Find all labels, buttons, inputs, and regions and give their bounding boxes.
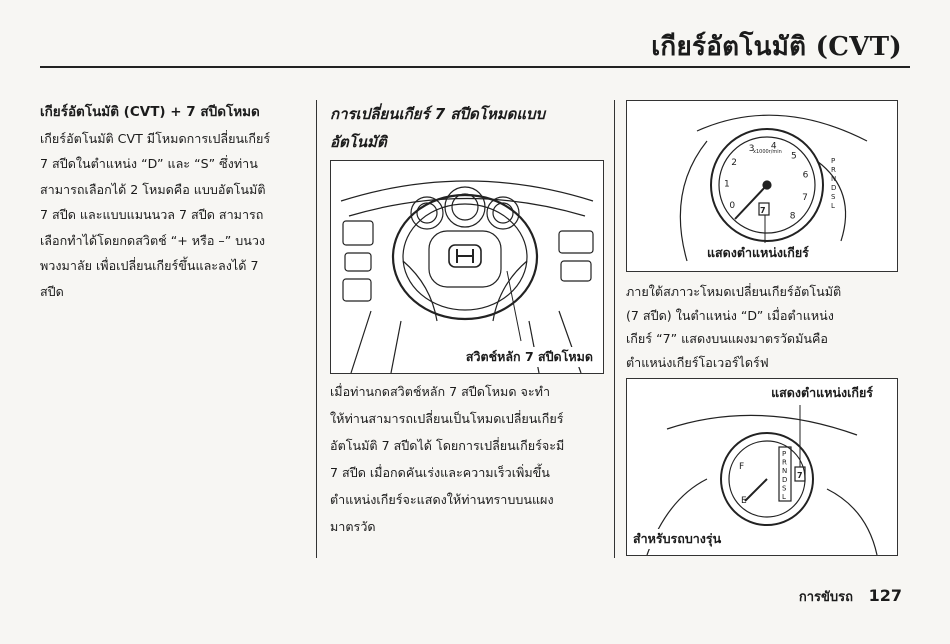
overdrive-line: (7 สปีด) ในตำแหน่ง “D” เมื่อตำแหน่ง bbox=[626, 307, 834, 323]
auto-mode-line: ให้ท่านสามารถเปลี่ยนเป็นโหมดเปลี่ยนเกียร์ bbox=[330, 411, 564, 426]
tach-number: 5 bbox=[791, 151, 797, 162]
column-divider-1 bbox=[316, 100, 317, 558]
intro-line: เลือกทำได้โดยกดสวิตช์ “+ หรือ –” บนวง bbox=[40, 232, 266, 248]
page-footer bbox=[799, 586, 902, 607]
intro-column bbox=[40, 100, 302, 304]
gear-position-label-alt: แสดงตำแหน่งเกียร์ bbox=[769, 383, 875, 403]
tach-number: 7 bbox=[802, 193, 808, 203]
gear-indicator-digit-alt: 7 bbox=[797, 471, 803, 480]
intro-line: สปีด bbox=[40, 283, 64, 299]
gear-position-label: แสดงตำแหน่งเกียร์ bbox=[705, 243, 811, 263]
some-models-label: สำหรับรถบางรุ่น bbox=[631, 529, 723, 549]
auto-mode-body bbox=[330, 378, 606, 540]
intro-line: 7 สปีด และแบบแมนนวล 7 สปีด สามารถ bbox=[40, 207, 264, 222]
page-number: 127 bbox=[868, 586, 902, 605]
auto-mode-line: เมื่อท่านกดสวิตช์หลัก 7 สปีดโหมด จะทำ bbox=[330, 384, 551, 399]
gear-indicator-digit: 7 bbox=[760, 206, 766, 215]
tach-number: 6 bbox=[802, 170, 809, 181]
gear-letter-alt: R bbox=[782, 458, 787, 467]
auto-mode-line: มาตรวัด bbox=[330, 519, 376, 534]
auto-mode-line: อัตโนมัติ 7 สปีดได้ โดยการเปลี่ยนเกียร์จะมี bbox=[330, 438, 565, 453]
fuel-empty-mark: E bbox=[741, 496, 747, 506]
auto-mode-heading-line: อัตโนมัติ bbox=[330, 133, 387, 151]
fuel-full-mark: F bbox=[739, 462, 745, 472]
tach-number: 3 bbox=[748, 144, 755, 154]
section-name: การขับรถ bbox=[798, 590, 854, 605]
auto-mode-column bbox=[330, 100, 606, 534]
tach-number: 4 bbox=[770, 141, 777, 152]
tach-unit-label: x1000r/min bbox=[753, 149, 782, 155]
gear-letter: R bbox=[831, 166, 836, 174]
intro-line: เกียร์อัตโนมัติ CVT มีโหมดการเปลี่ยนเกียร์ bbox=[40, 130, 271, 146]
gear-letter: S bbox=[831, 193, 836, 201]
overdrive-line: ภายใต้สภาวะโหมดเปลี่ยนเกียร์อัตโนมัติ bbox=[626, 284, 842, 299]
auto-mode-line: 7 สปีด เมื่อกดคันเร่งและความเร็วเพิ่มขึ้น bbox=[330, 465, 550, 480]
column-divider-2 bbox=[614, 100, 615, 558]
gear-letter-alt: S bbox=[782, 484, 787, 493]
steering-switch-label: สวิตช์หลัก 7 สปีดโหมด bbox=[464, 347, 595, 367]
page-title: เกียร์อัตโนมัติ (CVT) bbox=[651, 32, 902, 62]
tachometer-figure bbox=[626, 100, 898, 272]
intro-heading: เกียร์อัตโนมัติ (CVT) + 7 สปีดโหมด bbox=[40, 104, 260, 120]
overdrive-column bbox=[626, 280, 896, 374]
tach-number: 0 bbox=[729, 201, 736, 211]
gear-letter: N bbox=[831, 175, 837, 183]
tach-number: 1 bbox=[724, 179, 730, 190]
overdrive-line: ตำแหน่งเกียร์โอเวอร์ไดร์ฟ bbox=[626, 354, 769, 370]
tach-number: 2 bbox=[731, 158, 737, 169]
auto-mode-line: ตำแหน่งเกียร์จะแสดงให้ท่านทราบบนแผง bbox=[330, 492, 554, 507]
intro-line: พวงมาลัย เพื่อเปลี่ยนเกียร์ขึ้นและลงได้ 7 bbox=[40, 258, 259, 273]
steering-wheel-illustration bbox=[331, 161, 603, 373]
title-rule bbox=[40, 66, 910, 68]
auto-mode-heading-line: การเปลี่ยนเกียร์ 7 สปีดโหมดแบบ bbox=[330, 105, 546, 123]
intro-line: สามารถเลือกได้ 2 โหมดคือ แบบอัตโนมัติ bbox=[40, 181, 266, 197]
steering-wheel-figure bbox=[330, 160, 604, 374]
alternate-gauge-figure bbox=[626, 378, 898, 556]
tach-number: 8 bbox=[789, 211, 796, 222]
overdrive-line: เกียร์ “7” แสดงบนแผงมาตรวัดมันคือ bbox=[626, 331, 828, 346]
gear-letter-alt: P bbox=[782, 450, 787, 458]
gear-letter: D bbox=[831, 184, 837, 192]
gear-letter-alt: N bbox=[782, 467, 788, 476]
gear-letter-alt: D bbox=[782, 475, 788, 484]
intro-line: 7 สปีดในตำแหน่ง “D” และ “S” ซึ่งท่าน bbox=[40, 156, 258, 171]
gear-letter-alt: L bbox=[782, 493, 786, 501]
gear-letter: L bbox=[831, 202, 835, 210]
gear-letter: P bbox=[831, 157, 836, 165]
